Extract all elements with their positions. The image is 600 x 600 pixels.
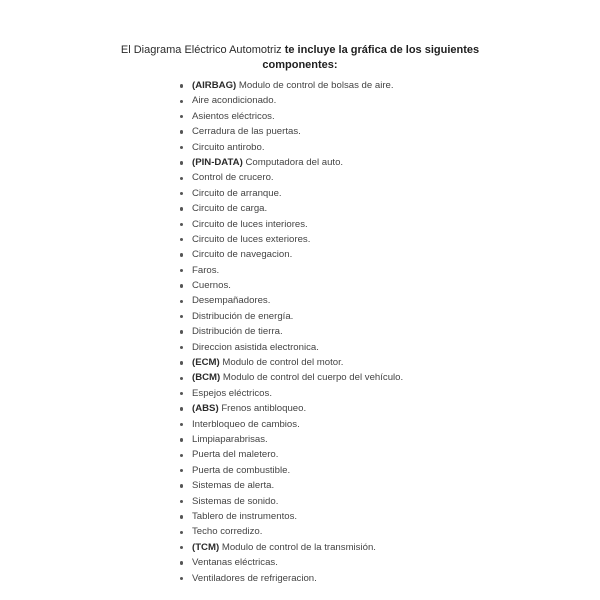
item-text: Computadora del auto. xyxy=(242,156,344,168)
bullet-icon xyxy=(180,269,183,272)
bullet-icon xyxy=(180,577,183,580)
list-item xyxy=(179,417,403,432)
bullet-icon xyxy=(180,407,183,410)
bullet-icon xyxy=(180,192,183,195)
item-text: Cuernos. xyxy=(192,280,231,292)
list-item xyxy=(179,401,403,416)
bullet-icon xyxy=(180,146,183,149)
bullet-icon xyxy=(180,223,183,226)
item-text: Distribución de tierra. xyxy=(192,326,283,338)
list-item xyxy=(179,109,403,124)
bullet-icon xyxy=(180,177,183,180)
list-item xyxy=(179,555,403,570)
item-text: Espejos eléctricos. xyxy=(192,387,272,399)
bullet-icon xyxy=(180,546,183,549)
bullet-icon xyxy=(180,561,183,564)
list-item xyxy=(179,324,403,339)
item-text: Modulo de control de bolsas de aire. xyxy=(236,80,394,91)
item-text: Circuito antirobo. xyxy=(192,141,265,153)
bullet-icon xyxy=(180,515,183,518)
bullet-icon xyxy=(180,315,183,318)
bullet-icon xyxy=(180,377,183,380)
item-text: Distribución de energía. xyxy=(192,310,294,322)
bullet-icon xyxy=(180,469,183,472)
bullet-icon xyxy=(180,346,183,349)
bullet-icon xyxy=(180,253,183,256)
list-item xyxy=(179,217,403,232)
item-text: Circuito de luces exteriores. xyxy=(192,233,311,245)
bullet-icon xyxy=(180,392,183,395)
list-item xyxy=(179,524,403,539)
bullet-icon xyxy=(180,423,183,426)
item-text: Modulo de control del cuerpo del vehículo. xyxy=(220,372,404,384)
list-item xyxy=(179,463,403,478)
item-text: Circuito de luces interiores. xyxy=(192,218,308,230)
list-item xyxy=(179,494,403,509)
bullet-icon xyxy=(180,300,183,303)
list-item xyxy=(179,232,403,247)
item-text: Limpiaparabrisas. xyxy=(192,433,268,445)
bullet-icon xyxy=(180,330,183,333)
bullet-icon xyxy=(180,238,183,241)
intro-paragraph xyxy=(0,43,600,73)
list-item xyxy=(179,186,403,201)
bullet-icon xyxy=(180,284,183,287)
item-code: (AIRBAG) xyxy=(192,80,237,91)
list-item xyxy=(179,309,403,324)
list-item xyxy=(179,140,403,155)
item-text: Ventiladores de refrigeracion. xyxy=(192,572,317,584)
bullet-icon xyxy=(180,130,183,133)
list-item xyxy=(179,432,403,447)
item-text: Faros. xyxy=(192,264,220,276)
item-text: Puerta de combustible. xyxy=(192,464,291,476)
item-text: Desempañadores. xyxy=(192,295,271,307)
bullet-icon xyxy=(180,207,183,210)
bullet-icon xyxy=(180,100,183,103)
item-text: Techo corredizo. xyxy=(192,526,263,538)
list-item xyxy=(179,93,403,108)
item-code: (TCM) xyxy=(192,541,220,553)
list-item xyxy=(179,340,403,355)
intro-bold-text-continued: componentes: xyxy=(262,59,338,71)
bullet-icon xyxy=(180,484,183,487)
bullet-icon xyxy=(180,115,183,118)
bullet-icon xyxy=(180,454,183,457)
item-text: Frenos antibloqueo. xyxy=(218,403,307,415)
item-text: Control de crucero. xyxy=(192,172,274,184)
item-text: Sistemas de sonido. xyxy=(192,495,279,507)
list-item xyxy=(179,124,403,139)
list-item xyxy=(179,155,403,170)
item-text: Direccion asistida electronica. xyxy=(192,341,319,353)
component-list xyxy=(179,78,403,586)
list-item xyxy=(179,571,403,586)
item-text: Ventanas eléctricas. xyxy=(192,557,278,569)
bullet-icon xyxy=(180,84,183,87)
item-text: Circuito de carga. xyxy=(192,203,268,215)
list-item xyxy=(179,247,403,262)
list-item xyxy=(179,370,403,385)
intro-bold-text: te incluye la gráfica de los siguientes xyxy=(284,44,480,56)
bullet-icon xyxy=(180,500,183,503)
item-code: (BCM) xyxy=(192,372,221,384)
item-text: Aire acondicionado. xyxy=(192,95,277,107)
item-text: Cerradura de las puertas. xyxy=(192,126,301,138)
list-item xyxy=(179,447,403,462)
list-item xyxy=(179,78,403,93)
list-item xyxy=(179,278,403,293)
item-code: (ABS) xyxy=(192,403,219,415)
list-item xyxy=(179,509,403,524)
list-item xyxy=(179,263,403,278)
item-text: Circuito de navegacion. xyxy=(192,249,293,261)
item-text: Tablero de instrumentos. xyxy=(192,510,298,522)
item-text: Modulo de control de la transmisión. xyxy=(219,541,376,553)
item-text: Puerta del maletero. xyxy=(192,449,279,461)
list-item xyxy=(179,170,403,185)
item-text: Modulo de control del motor. xyxy=(219,357,344,369)
list-item xyxy=(179,478,403,493)
bullet-icon xyxy=(180,531,183,534)
list-item xyxy=(179,386,403,401)
item-text: Asientos eléctricos. xyxy=(192,110,275,122)
list-item xyxy=(179,540,403,555)
item-code: (ECM) xyxy=(192,357,220,369)
item-text: Sistemas de alerta. xyxy=(192,480,275,492)
item-text: Circuito de arranque. xyxy=(192,187,282,199)
list-item xyxy=(179,355,403,370)
list-item xyxy=(179,201,403,216)
bullet-icon xyxy=(180,361,183,364)
bullet-icon xyxy=(180,161,183,164)
intro-plain-text: El Diagrama Eléctrico Automotriz xyxy=(120,44,285,56)
item-code: (PIN-DATA) xyxy=(192,156,243,168)
list-item xyxy=(179,293,403,308)
bullet-icon xyxy=(180,438,183,441)
item-text: Interbloqueo de cambios. xyxy=(192,418,300,430)
